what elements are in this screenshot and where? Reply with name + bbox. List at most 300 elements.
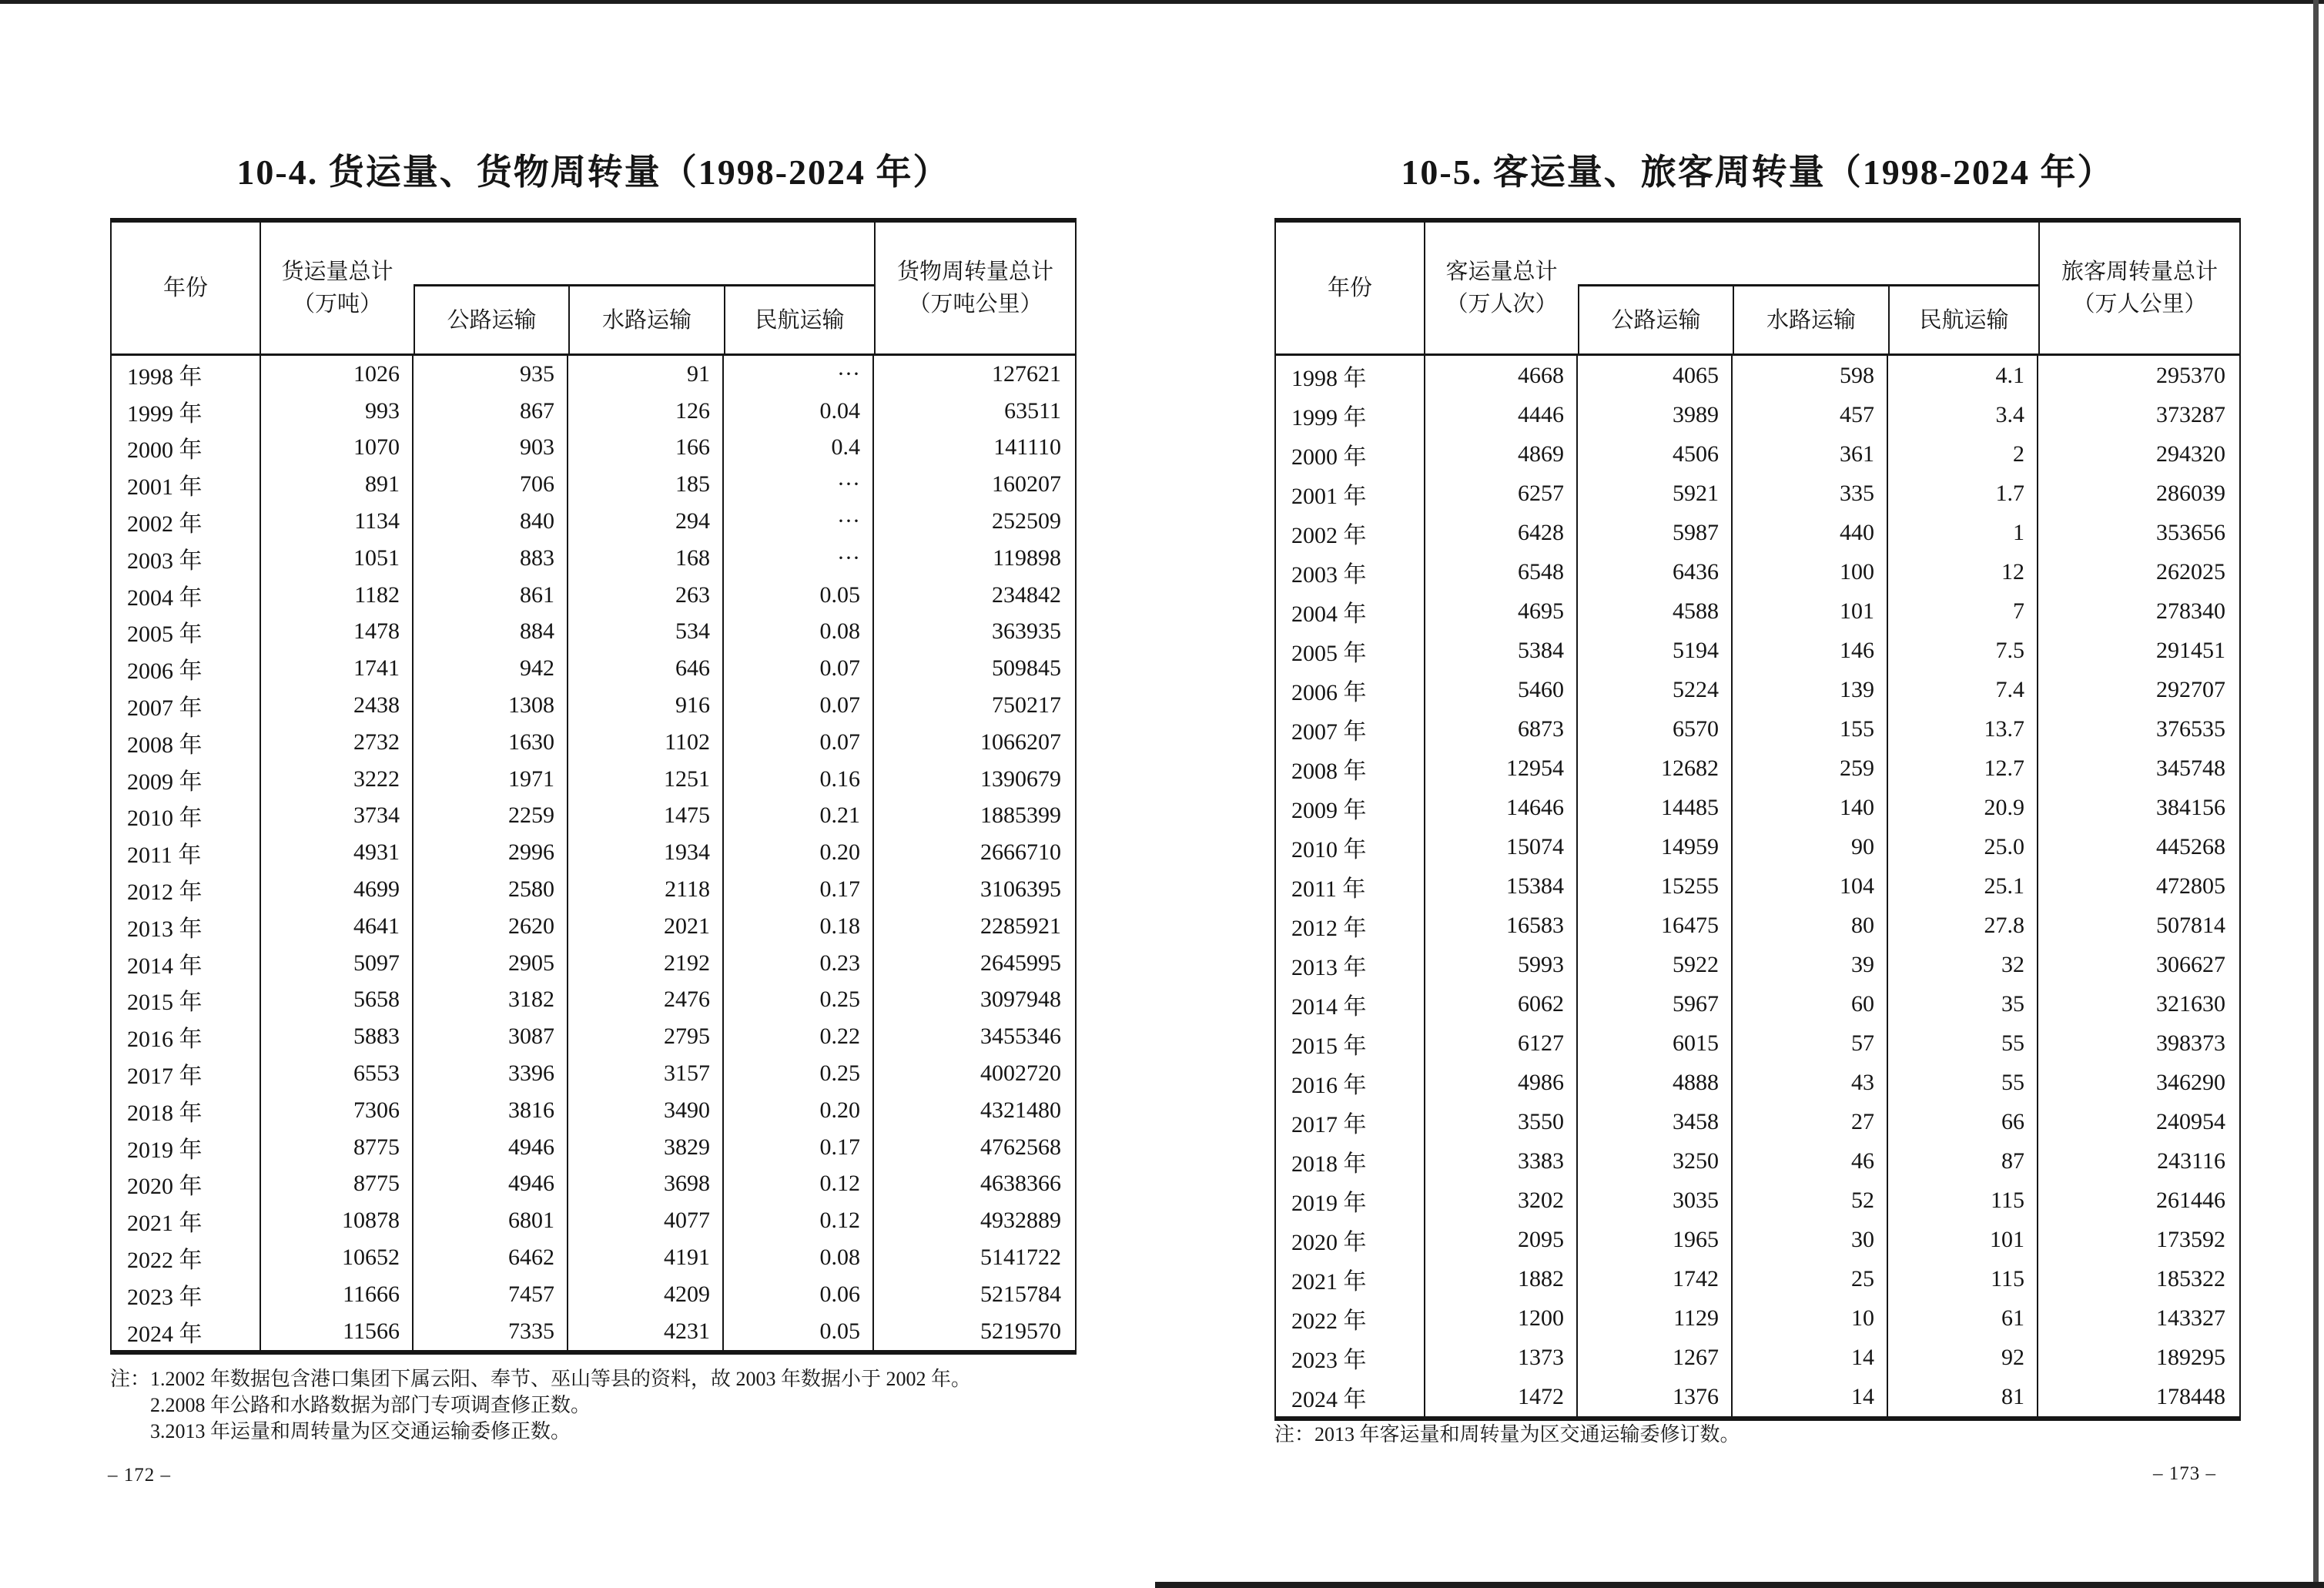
total-cell: 6553 — [261, 1055, 414, 1092]
total-cell: 1472 — [1425, 1377, 1578, 1416]
air-cell: 0.16 — [724, 761, 874, 798]
total-cell: 7306 — [261, 1092, 414, 1129]
year-cell: 2008 年 — [1276, 749, 1425, 788]
road-cell: 7335 — [414, 1313, 568, 1350]
turnover-cell: 234842 — [992, 581, 1061, 608]
table-row — [112, 1018, 1075, 1055]
total-cell: 2095 — [1425, 1220, 1578, 1259]
total-cell: 14646 — [1425, 788, 1578, 827]
year-cell: 2002 年 — [1276, 513, 1425, 552]
total-cell: 1478 — [261, 614, 414, 651]
turnover-cell: 321630 — [2156, 990, 2225, 1017]
water-cell: 25 — [1733, 1259, 1888, 1298]
road-cell: 1742 — [1578, 1259, 1733, 1298]
year-cell: 2007 年 — [112, 687, 261, 724]
table-row — [1276, 1377, 2239, 1416]
water-cell: 100 — [1733, 552, 1888, 591]
table-row — [112, 577, 1075, 614]
air-cell: 87 — [1888, 1141, 2038, 1181]
header-passenger-total-line2: （万人次） — [1445, 292, 1558, 317]
air-cell: 55 — [1888, 1063, 2038, 1102]
turnover-cell: 141110 — [993, 434, 1061, 461]
road-cell: 3458 — [1578, 1102, 1733, 1141]
table-row — [112, 871, 1075, 908]
table-row — [1276, 1259, 2239, 1298]
year-cell: 2024 年 — [112, 1313, 261, 1350]
footnote-lines — [1314, 1422, 1740, 1448]
table-row — [1276, 1220, 2239, 1259]
page-title-freight: 10-4. 货运量、货物周转量（1998-2024 年） — [236, 152, 950, 192]
table-row — [1276, 1102, 2239, 1141]
table-row — [1276, 1141, 2239, 1181]
turnover-cell: 292707 — [2156, 676, 2225, 702]
header-passenger-turnover-line2: （万人公里） — [2072, 292, 2207, 317]
water-cell: 10 — [1733, 1298, 1888, 1338]
total-cell: 1882 — [1425, 1259, 1578, 1298]
year-cell: 2009 年 — [1276, 788, 1425, 827]
total-cell: 8775 — [261, 1129, 414, 1166]
road-cell: 4065 — [1578, 356, 1733, 395]
road-cell: 903 — [414, 430, 568, 467]
road-cell: 935 — [414, 356, 568, 393]
year-cell: 2005 年 — [112, 614, 261, 651]
water-cell: 1251 — [568, 761, 724, 798]
turnover-cell: 185322 — [2156, 1265, 2225, 1292]
year-cell: 2012 年 — [1276, 906, 1425, 945]
water-cell: 916 — [568, 687, 724, 724]
water-cell: 2118 — [568, 871, 724, 908]
turnover-cell: 750217 — [992, 692, 1061, 719]
total-cell: 5883 — [261, 1018, 414, 1055]
water-cell: 43 — [1733, 1063, 1888, 1102]
water-cell: 168 — [568, 540, 724, 577]
year-cell: 2021 年 — [1276, 1259, 1425, 1298]
year-cell: 2006 年 — [112, 650, 261, 687]
road-cell: 5224 — [1578, 670, 1733, 709]
air-cell: 0.20 — [724, 1092, 874, 1129]
water-cell: 1934 — [568, 834, 724, 871]
turnover-cell: 5219570 — [980, 1318, 1061, 1344]
water-cell: 60 — [1733, 984, 1888, 1023]
total-cell: 11666 — [261, 1276, 414, 1313]
total-cell: 993 — [261, 393, 414, 430]
year-cell: 2005 年 — [1276, 631, 1425, 670]
turnover-cell: 363935 — [992, 618, 1061, 645]
total-cell: 891 — [261, 466, 414, 503]
turnover-cell: 173592 — [2156, 1226, 2225, 1252]
road-cell: 5922 — [1578, 945, 1733, 984]
table-row — [112, 1129, 1075, 1166]
road-cell: 4588 — [1578, 591, 1733, 631]
total-cell: 5097 — [261, 945, 414, 982]
water-cell: 155 — [1733, 709, 1888, 749]
table-row — [112, 724, 1075, 761]
turnover-cell: 178448 — [2156, 1383, 2225, 1409]
water-cell: 2192 — [568, 945, 724, 982]
air-cell: 20.9 — [1888, 788, 2038, 827]
water-cell: 52 — [1733, 1181, 1888, 1220]
year-cell: 2022 年 — [1276, 1298, 1425, 1338]
year-cell: 2015 年 — [1276, 1023, 1425, 1063]
turnover-cell: 509845 — [992, 655, 1061, 682]
freight-table-header — [112, 218, 1075, 356]
total-cell: 4668 — [1425, 356, 1578, 395]
year-cell: 2001 年 — [1276, 474, 1425, 513]
table-row — [1276, 827, 2239, 866]
total-cell: 3550 — [1425, 1102, 1578, 1141]
air-cell: 115 — [1888, 1181, 2038, 1220]
total-cell: 1741 — [261, 650, 414, 687]
year-cell: 2022 年 — [112, 1239, 261, 1276]
turnover-cell: 2285921 — [980, 913, 1061, 939]
turnover-cell: 346290 — [2156, 1069, 2225, 1095]
table-row — [1276, 552, 2239, 591]
footnote-lines — [150, 1366, 971, 1445]
total-cell: 4986 — [1425, 1063, 1578, 1102]
footnote-line: 3.2013 年运量和周转量为区交通运输委修正数。 — [150, 1420, 571, 1442]
year-cell: 2017 年 — [112, 1055, 261, 1092]
turnover-cell: 63511 — [1004, 397, 1061, 424]
water-cell: 166 — [568, 430, 724, 467]
table-row — [112, 1313, 1075, 1350]
turnover-cell: 306627 — [2156, 951, 2225, 977]
total-cell: 4869 — [1425, 434, 1578, 474]
table-row — [112, 834, 1075, 871]
road-cell: 6462 — [414, 1239, 568, 1276]
turnover-cell: 3455346 — [980, 1023, 1061, 1050]
year-cell: 2014 年 — [1276, 984, 1425, 1023]
road-cell: 3989 — [1578, 395, 1733, 434]
table-row — [1276, 788, 2239, 827]
turnover-cell: 262025 — [2156, 558, 2225, 585]
total-cell: 5658 — [261, 982, 414, 1019]
water-cell: 598 — [1733, 356, 1888, 395]
total-cell: 8775 — [261, 1166, 414, 1203]
header-passenger-turnover — [2038, 223, 2239, 353]
table-row — [112, 761, 1075, 798]
air-cell: 32 — [1888, 945, 2038, 984]
air-cell: 0.05 — [724, 577, 874, 614]
water-cell: 534 — [568, 614, 724, 651]
total-cell: 15074 — [1425, 827, 1578, 866]
air-cell: 0.07 — [724, 650, 874, 687]
year-cell: 2000 年 — [1276, 434, 1425, 474]
total-cell: 5460 — [1425, 670, 1578, 709]
road-cell: 2620 — [414, 908, 568, 945]
air-cell: 0.08 — [724, 614, 874, 651]
air-cell: 92 — [1888, 1338, 2038, 1377]
total-cell: 3734 — [261, 798, 414, 835]
year-cell: 1998 年 — [112, 356, 261, 393]
page-number-left: – 172 – — [108, 1465, 171, 1486]
road-cell: 5967 — [1578, 984, 1733, 1023]
air-cell: 0.17 — [724, 1129, 874, 1166]
road-cell: 840 — [414, 503, 568, 540]
turnover-cell: 243116 — [2157, 1147, 2225, 1174]
freight-table — [110, 218, 1077, 1355]
turnover-cell: 1390679 — [980, 766, 1061, 792]
total-cell: 1373 — [1425, 1338, 1578, 1377]
header-road-transport: 公路运输 — [414, 284, 568, 353]
water-cell: 140 — [1733, 788, 1888, 827]
water-cell: 126 — [568, 393, 724, 430]
footnote-line: 2013 年客运量和周转量为区交通运输委修订数。 — [1314, 1423, 1740, 1446]
year-cell: 2016 年 — [1276, 1063, 1425, 1102]
total-cell: 15384 — [1425, 866, 1578, 906]
total-cell: 12954 — [1425, 749, 1578, 788]
air-cell: 35 — [1888, 984, 2038, 1023]
water-cell: 2476 — [568, 982, 724, 1019]
total-cell: 1026 — [261, 356, 414, 393]
air-cell: 0.05 — [724, 1313, 874, 1350]
total-cell: 10878 — [261, 1202, 414, 1239]
year-cell: 2010 年 — [1276, 827, 1425, 866]
air-cell: 0.12 — [724, 1166, 874, 1203]
year-cell: 2014 年 — [112, 945, 261, 982]
road-cell: 1965 — [1578, 1220, 1733, 1259]
water-cell: 1475 — [568, 798, 724, 835]
turnover-cell: 119898 — [993, 544, 1061, 571]
header-year: 年份 — [112, 223, 261, 353]
year-cell: 2015 年 — [112, 982, 261, 1019]
total-cell: 2732 — [261, 724, 414, 761]
road-cell: 14485 — [1578, 788, 1733, 827]
total-cell: 1200 — [1425, 1298, 1578, 1338]
water-cell: 46 — [1733, 1141, 1888, 1181]
air-cell: 0.4 — [724, 430, 874, 467]
table-row — [1276, 1298, 2239, 1338]
table-row — [112, 503, 1075, 540]
table-row — [1276, 1063, 2239, 1102]
year-cell: 2003 年 — [1276, 552, 1425, 591]
turnover-cell: 1066207 — [980, 729, 1061, 755]
turnover-cell: 1885399 — [980, 802, 1061, 829]
year-cell: 1999 年 — [112, 393, 261, 430]
turnover-cell: 445268 — [2156, 833, 2225, 859]
year-cell: 2004 年 — [112, 577, 261, 614]
air-cell: 0.20 — [724, 834, 874, 871]
air-cell: 0.07 — [724, 687, 874, 724]
water-cell: 294 — [568, 503, 724, 540]
road-cell: 867 — [414, 393, 568, 430]
road-cell: 3816 — [414, 1092, 568, 1129]
table-row — [1276, 866, 2239, 906]
turnover-cell: 5141722 — [980, 1245, 1061, 1271]
water-cell: 101 — [1733, 591, 1888, 631]
table-row — [112, 650, 1075, 687]
air-cell: 7.5 — [1888, 631, 2038, 670]
turnover-cell: 5215784 — [980, 1281, 1061, 1307]
air-cell: 1 — [1888, 513, 2038, 552]
total-cell: 1134 — [261, 503, 414, 540]
road-cell: 3250 — [1578, 1141, 1733, 1181]
water-cell: 80 — [1733, 906, 1888, 945]
total-cell: 3202 — [1425, 1181, 1578, 1220]
air-cell: 0.12 — [724, 1202, 874, 1239]
year-cell: 2021 年 — [112, 1202, 261, 1239]
header-water-transport: 水路运输 — [568, 284, 724, 353]
air-cell: 12 — [1888, 552, 2038, 591]
water-cell: 30 — [1733, 1220, 1888, 1259]
air-cell: 101 — [1888, 1220, 2038, 1259]
total-cell: 2438 — [261, 687, 414, 724]
page-title-passenger: 10-5. 客运量、旅客周转量（1998-2024 年） — [1401, 152, 2115, 192]
header-passenger-turnover-line1: 旅客周转量总计 — [2061, 260, 2218, 284]
total-cell: 6062 — [1425, 984, 1578, 1023]
year-cell: 2016 年 — [112, 1018, 261, 1055]
water-cell: 139 — [1733, 670, 1888, 709]
passenger-table-body — [1276, 356, 2239, 1421]
road-cell: 942 — [414, 650, 568, 687]
air-cell: 66 — [1888, 1102, 2038, 1141]
water-cell: 3157 — [568, 1055, 724, 1092]
year-cell: 2018 年 — [1276, 1141, 1425, 1181]
year-cell: 2000 年 — [112, 430, 261, 467]
turnover-cell: 4638366 — [980, 1171, 1061, 1197]
year-cell: 2013 年 — [1276, 945, 1425, 984]
year-cell: 2017 年 — [1276, 1102, 1425, 1141]
air-cell: 0.07 — [724, 724, 874, 761]
road-cell: 1129 — [1578, 1298, 1733, 1338]
total-cell: 1070 — [261, 430, 414, 467]
water-cell: 14 — [1733, 1338, 1888, 1377]
water-cell: 2021 — [568, 908, 724, 945]
table-row — [112, 1055, 1075, 1092]
table-row — [1276, 984, 2239, 1023]
header-freight-turnover-line2: （万吨公里） — [908, 292, 1043, 317]
water-cell: 4191 — [568, 1239, 724, 1276]
table-row — [112, 393, 1075, 430]
scan-edge-right — [2313, 0, 2319, 1588]
total-cell: 6127 — [1425, 1023, 1578, 1063]
air-cell: 0.22 — [724, 1018, 874, 1055]
air-cell: 0.06 — [724, 1276, 874, 1313]
table-row — [1276, 591, 2239, 631]
total-cell: 10652 — [261, 1239, 414, 1276]
total-cell: 5384 — [1425, 631, 1578, 670]
table-row — [112, 798, 1075, 835]
turnover-cell: 160207 — [992, 471, 1061, 498]
year-cell: 1999 年 — [1276, 395, 1425, 434]
road-cell: 12682 — [1578, 749, 1733, 788]
footnote-prefix: 注： — [1274, 1423, 1315, 1446]
air-cell: 7.4 — [1888, 670, 2038, 709]
water-cell: 91 — [568, 356, 724, 393]
total-cell: 5993 — [1425, 945, 1578, 984]
turnover-cell: 291451 — [2156, 637, 2225, 663]
header-spacer — [1578, 223, 2038, 284]
total-cell: 6873 — [1425, 709, 1578, 749]
road-cell: 6801 — [414, 1202, 568, 1239]
page-number-right: – 173 – — [2153, 1463, 2216, 1484]
water-cell: 185 — [568, 466, 724, 503]
turnover-cell: 286039 — [2156, 480, 2225, 506]
table-row — [1276, 709, 2239, 749]
footnote-prefix: 注： — [110, 1368, 151, 1390]
road-cell: 2259 — [414, 798, 568, 835]
turnover-cell: 373287 — [2156, 401, 2225, 427]
road-cell: 6570 — [1578, 709, 1733, 749]
turnover-cell: 507814 — [2156, 912, 2225, 938]
turnover-cell: 252509 — [992, 508, 1061, 534]
year-cell: 2019 年 — [112, 1129, 261, 1166]
road-cell: 3182 — [414, 982, 568, 1019]
air-cell: ··· — [724, 540, 874, 577]
turnover-cell: 4762568 — [980, 1134, 1061, 1160]
water-cell: 2795 — [568, 1018, 724, 1055]
table-row — [1276, 945, 2239, 984]
table-row — [112, 356, 1075, 393]
turnover-cell: 143327 — [2156, 1305, 2225, 1331]
air-cell: 2 — [1888, 434, 2038, 474]
table-row — [1276, 670, 2239, 709]
air-cell: 3.4 — [1888, 395, 2038, 434]
table-row — [1276, 631, 2239, 670]
header-road-transport: 公路运输 — [1578, 284, 1733, 353]
water-cell: 4209 — [568, 1276, 724, 1313]
year-cell: 2011 年 — [112, 834, 261, 871]
total-cell: 6428 — [1425, 513, 1578, 552]
table-row — [112, 1202, 1075, 1239]
header-water-transport: 水路运输 — [1733, 284, 1888, 353]
total-cell: 16583 — [1425, 906, 1578, 945]
air-cell: 0.08 — [724, 1239, 874, 1276]
air-cell: 7 — [1888, 591, 2038, 631]
road-cell: 1971 — [414, 761, 568, 798]
air-cell: 1.7 — [1888, 474, 2038, 513]
water-cell: 104 — [1733, 866, 1888, 906]
table-row — [112, 614, 1075, 651]
year-cell: 2023 年 — [112, 1276, 261, 1313]
water-cell: 27 — [1733, 1102, 1888, 1141]
road-cell: 1267 — [1578, 1338, 1733, 1377]
table-row — [1276, 1023, 2239, 1063]
water-cell: 335 — [1733, 474, 1888, 513]
water-cell: 1102 — [568, 724, 724, 761]
total-cell: 3222 — [261, 761, 414, 798]
road-cell: 4946 — [414, 1129, 568, 1166]
footnote-line: 1.2002 年数据包含港口集团下属云阳、奉节、巫山等县的资料，故 2003 年数据小于 2002 年。 — [150, 1368, 972, 1390]
road-cell: 6015 — [1578, 1023, 1733, 1063]
air-cell: 0.21 — [724, 798, 874, 835]
air-cell: 55 — [1888, 1023, 2038, 1063]
turnover-cell: 294320 — [2156, 441, 2225, 467]
road-cell: 883 — [414, 540, 568, 577]
table-row — [112, 687, 1075, 724]
table-row — [112, 908, 1075, 945]
header-freight-turnover — [874, 223, 1075, 353]
year-cell: 2012 年 — [112, 871, 261, 908]
year-cell: 2020 年 — [1276, 1220, 1425, 1259]
road-cell: 884 — [414, 614, 568, 651]
air-cell: ··· — [724, 466, 874, 503]
table-row — [1276, 749, 2239, 788]
road-cell: 16475 — [1578, 906, 1733, 945]
road-cell: 4506 — [1578, 434, 1733, 474]
air-cell: ··· — [724, 503, 874, 540]
water-cell: 361 — [1733, 434, 1888, 474]
total-cell: 4699 — [261, 871, 414, 908]
road-cell: 2905 — [414, 945, 568, 982]
turnover-cell: 376535 — [2156, 715, 2225, 742]
year-cell: 2004 年 — [1276, 591, 1425, 631]
road-cell: 4946 — [414, 1166, 568, 1203]
year-cell: 2009 年 — [112, 761, 261, 798]
air-cell: 4.1 — [1888, 356, 2038, 395]
table-row — [112, 1276, 1075, 1313]
header-air-transport: 民航运输 — [724, 284, 874, 353]
year-cell: 2006 年 — [1276, 670, 1425, 709]
